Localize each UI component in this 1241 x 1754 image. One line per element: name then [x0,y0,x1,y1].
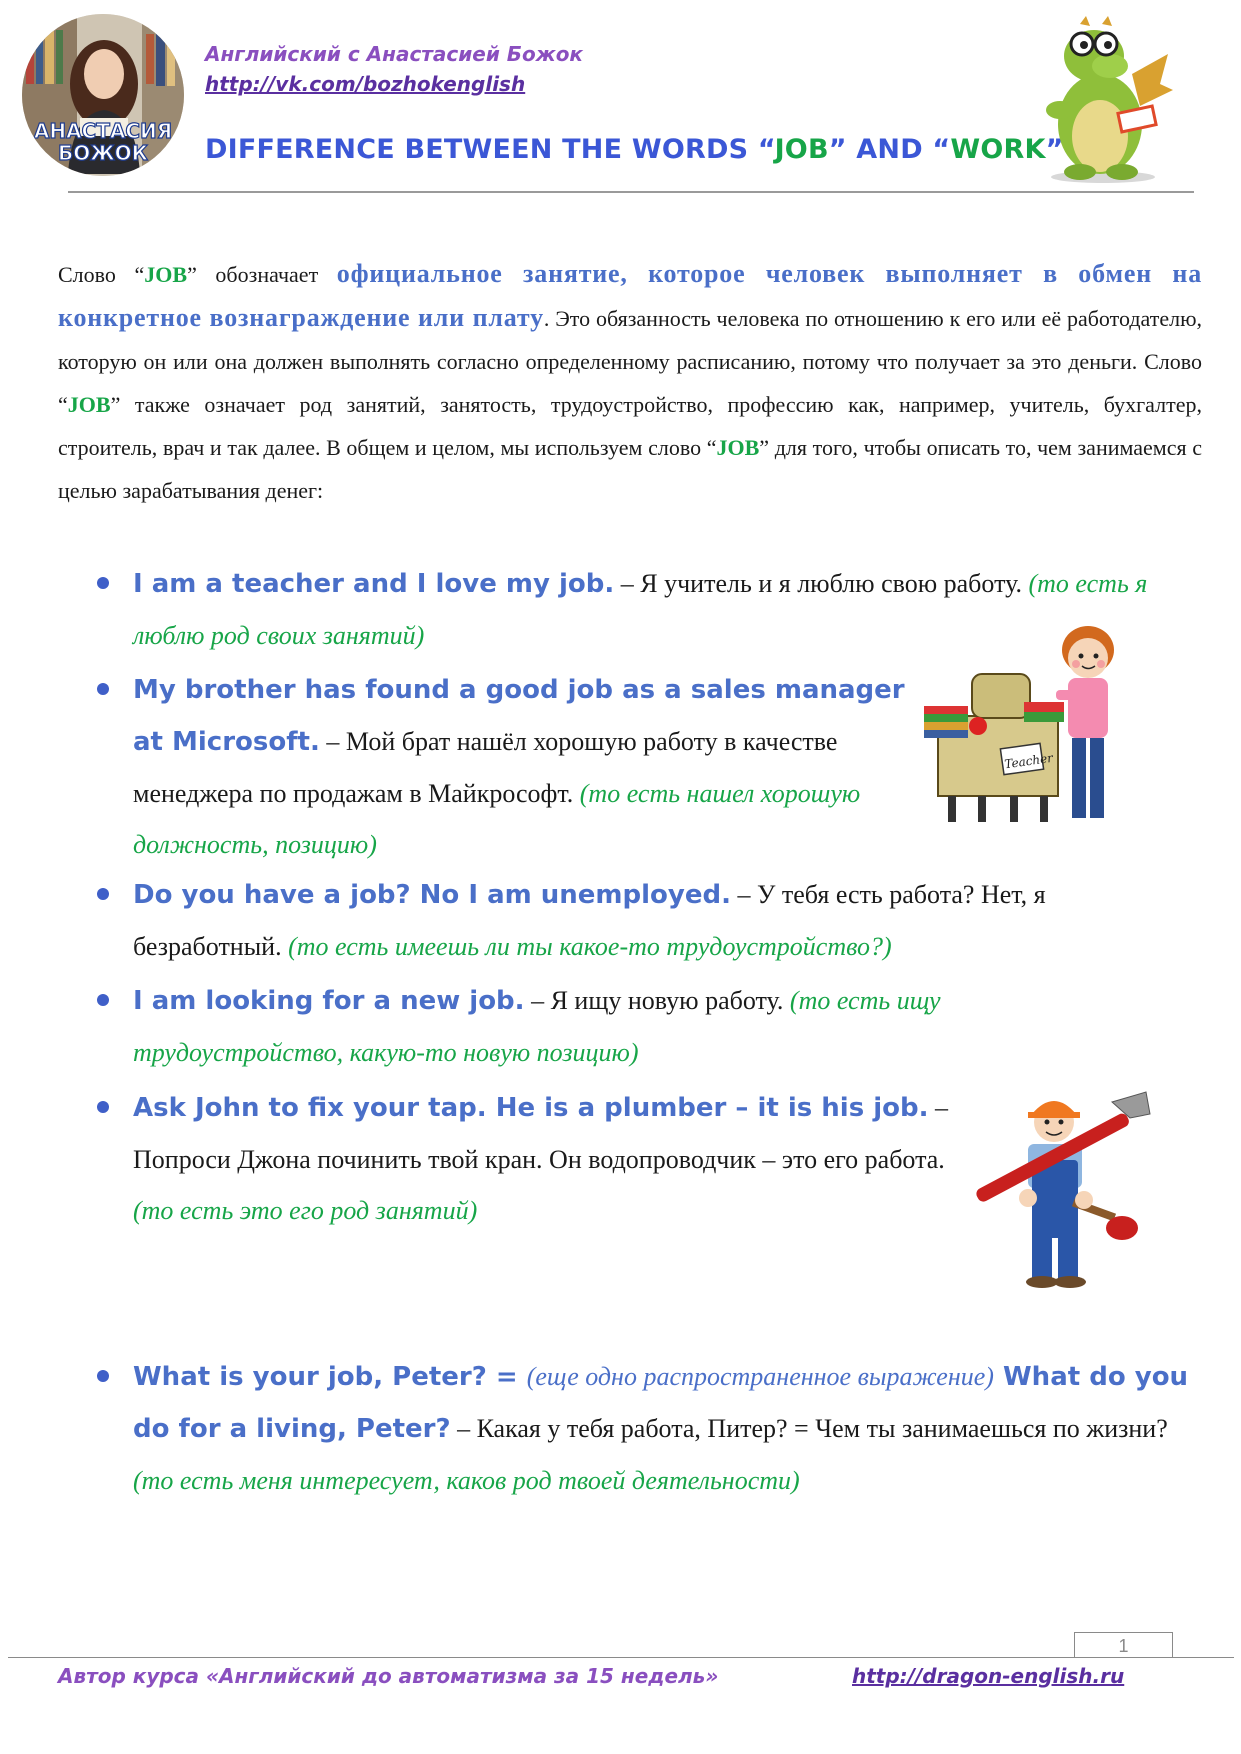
keyword-job: JOB [144,262,188,287]
example-english: What is your job, Peter? = [133,1362,527,1392]
teacher-illustration [920,610,1120,832]
example-translation: – Какая у тебя работа, Питер? = Чем ты занимаешься по жизни? [450,1414,1168,1443]
title-keyword-work: WORK [950,134,1046,165]
plumber-illustration [962,1088,1154,1300]
author-vk-link[interactable]: http://vk.com/bozhokenglish [205,72,526,96]
page-number: 1 [1074,1632,1173,1658]
example-translation: – У тебя есть работа? Нет, я безработный. [133,880,1046,961]
page-title [205,134,1064,165]
author-name: Английский с Анастасией Божок [205,42,584,66]
title-part: ” [1045,134,1064,165]
example-note: (то есть меня интересует, каков род твоей деятельности) [133,1466,800,1495]
bullet-icon [97,1101,109,1113]
footer-divider [8,1657,1234,1658]
bullet-icon [97,994,109,1006]
keyword-job: JOB [67,392,111,417]
example-note: (то есть имеешь ли ты какое-то трудоустройство?) [288,932,892,961]
example-translation: – Я ищу новую работу. [524,986,790,1015]
intro-text: ” обозначает [187,262,337,287]
example-english: My brother has found a good job as a sales manager at Microsoft. [133,675,905,757]
avatar-caption-line2: БОЖОК [57,141,149,165]
example-english: Ask John to fix your tap. He is a plumber – it is his job. [133,1093,929,1123]
example-note: (то есть ищу трудоустройство, какую-то новую позицию) [133,986,941,1067]
keyword-job: JOB [716,435,760,460]
bullet-icon [97,1370,109,1382]
bullet-icon [97,577,109,589]
dragon-mascot-image [1028,14,1178,184]
example-item [133,869,1093,972]
avatar-caption [22,120,184,164]
intro-text: Слово “ [58,262,145,287]
example-english: Do you have a job? No I am unemployed. [133,880,731,910]
example-note: (то есть нашел хорошую должность, позицию) [133,779,861,859]
example-english: I am a teacher and I love my job. [133,569,615,599]
example-item [133,664,905,870]
intro-text: . Это обязанность человека по отношению к его или её работодателю, которую он или она должен выполнять согласно определенному расписанию, потому что получает за это деньги. Слово “ [58,306,1203,417]
example-translation: – Я учитель и я люблю свою работу. [614,569,1029,598]
example-note: (то есть я люблю род своих занятий) [133,569,1148,650]
title-part: DIFFERENCE BETWEEN THE WORDS “ [205,134,775,165]
example-translation: – Мой брат нашёл хорошую работу в качестве менеджера по продажам в Майкрософт. [133,727,838,808]
example-item [133,1082,963,1236]
intro-paragraph [58,252,1202,512]
example-english: I am looking for a new job. [133,986,525,1016]
bullet-icon [97,888,109,900]
title-keyword-job: JOB [774,134,829,165]
example-note: (то есть это его род занятий) [133,1196,478,1225]
header-divider [68,191,1194,193]
author-avatar [22,14,184,176]
example-item [133,975,1013,1078]
avatar-caption-line1: АНАСТАСИЯ [33,119,173,143]
bullet-icon [97,683,109,695]
title-part: ” AND “ [828,134,951,165]
definition-emphasis: официальное занятие, которое человек выполняет в обмен на конкретное вознаграждение или плату [58,259,1203,332]
teacher-desk-sign: Teacher [1003,750,1054,772]
footer-course-author: Автор курса «Английский до автоматизма за 15 недель» [58,1664,719,1688]
example-english: What do you do for a living, Peter? [133,1362,1189,1444]
example-translation: – Попроси Джона починить твой кран. Он водопроводчик – это его работа. [133,1093,949,1174]
example-note-blue: (еще одно распространенное выражение) [526,1362,994,1391]
footer-site-link[interactable]: http://dragon-english.ru [852,1664,1125,1688]
intro-text: ” для того, чтобы описать то, чем занимаемся с целью зарабатывания денег: [58,435,1203,503]
example-item [133,1351,1203,1506]
intro-text: ” также означает род занятий, занятость, трудоустройство, профессию как, например, учитель, бухгалтер, строитель, врач и так далее. В общем и целом, мы используем слово “ [58,392,1202,460]
